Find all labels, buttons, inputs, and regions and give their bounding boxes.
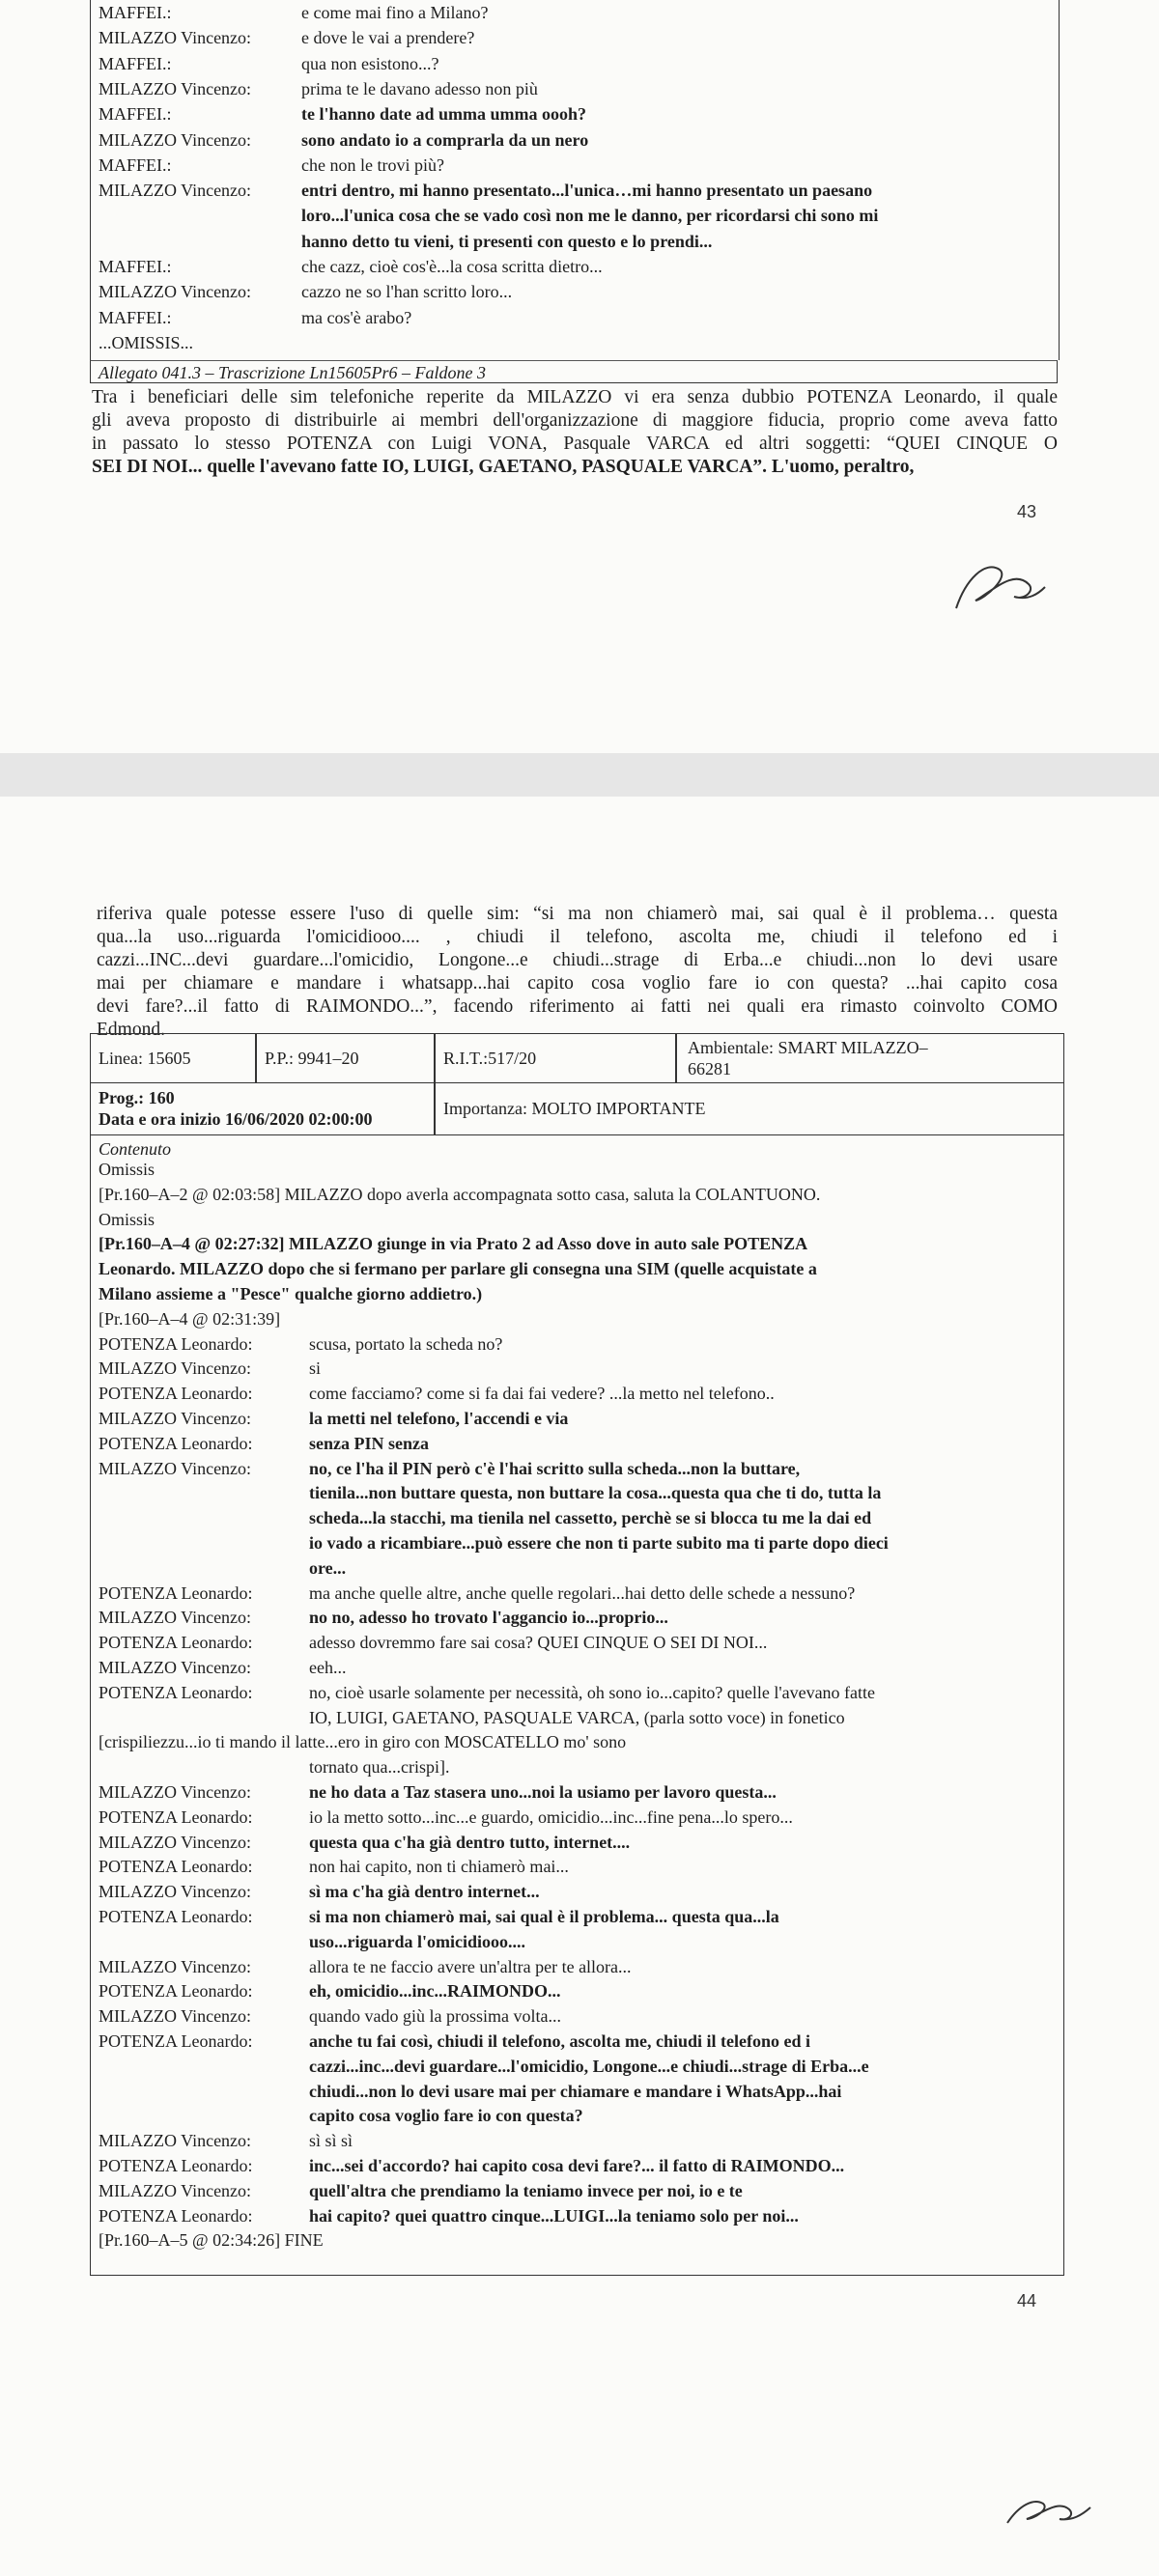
utterance-text: io la metto sotto...inc...e guardo, omicidio...inc...fine pena...lo spero...: [309, 1806, 793, 1827]
speaker-name: MILAZZO Vincenzo:: [99, 1409, 252, 1428]
utterance-text: Milano assieme a "Pesce" qualche giorno addietro.): [99, 1284, 483, 1303]
speaker-name: MILAZZO Vincenzo:: [99, 1358, 252, 1379]
utterance-text: [Pr.160–A–5 @ 02:34:26] FINE: [99, 2230, 324, 2251]
utterance-text: tienila...non buttare questa, non buttare la cosa...questa qua che ti do, tutta la: [309, 1483, 882, 1503]
utterance-text: senza PIN senza: [309, 1433, 429, 1453]
speaker-name: MILAZZO Vincenzo:: [99, 282, 252, 302]
utterance-text: ore...: [309, 1557, 347, 1578]
header-ambientale-id: 66281: [688, 1059, 731, 1078]
utterance-text: hai capito? quei quattro cinque...LUIGI...la teniamo solo per noi...: [309, 2205, 799, 2226]
speaker-name: MILAZZO Vincenzo:: [99, 1882, 252, 1902]
speaker-name: POTENZA Leonardo:: [99, 1384, 253, 1404]
utterance-text: allora te ne faccio avere un'altra per te allora...: [309, 1956, 632, 1976]
utterance-text: ne ho data a Taz stasera uno...noi la usiamo per lavoro questa...: [309, 1782, 777, 1802]
speaker-name: MAFFEI.:: [99, 104, 172, 125]
utterance-text: sì ma c'ha già dentro internet...: [309, 1882, 540, 1902]
utterance-text: Omissis: [99, 1209, 155, 1229]
header-prog: Prog.: 160: [99, 1088, 175, 1107]
speaker-name: MAFFEI.:: [99, 3, 172, 22]
utterance-text: adesso dovremmo fare sai cosa? QUEI CINQUE O SEI DI NOI...: [309, 1633, 768, 1653]
paragraph-line: in passato lo stesso POTENZA con Luigi VONA, Pasquale VARCA ed altri soggetti: “QUEI CINQUE O: [92, 434, 1058, 454]
speaker-name: MILAZZO Vincenzo:: [99, 181, 252, 201]
speaker-name: MILAZZO Vincenzo:: [99, 129, 252, 150]
utterance-text: ma cos'è arabo?: [301, 307, 412, 327]
speaker-name: POTENZA Leonardo:: [99, 1981, 253, 2002]
utterance-text: anche tu fai così, chiudi il telefono, ascolta me, chiudi il telefono ed i: [309, 2031, 810, 2051]
utterance-text: uso...riguarda l'omicidiooo....: [309, 1931, 526, 1951]
interception-record-table: [90, 1033, 1064, 2276]
utterance-text: si ma non chiamerò mai, sai qual è il problema... questa qua...la: [309, 1907, 779, 1926]
utterance-text: te l'hanno date ad umma umma oooh?: [301, 104, 587, 125]
document-page-44: [0, 797, 1159, 2576]
header-linea: Linea: 15605: [99, 1049, 191, 1068]
signature-initials: [947, 541, 1053, 628]
utterance-text: tornato qua...crispi].: [309, 1757, 450, 1778]
utterance-text: cazzo ne so l'han scritto loro...: [301, 282, 513, 302]
paragraph-line: riferiva quale potesse essere l'uso di quelle sim: “si ma non chiamerò mai, sai qual è il problema… questa: [97, 904, 1058, 924]
paragraph-line: SEI DI NOI... quelle l'avevano fatte IO, LUIGI, GAETANO, PASQUALE VARCA”. L'uomo, peraltro,: [92, 457, 915, 477]
speaker-name: MILAZZO Vincenzo:: [99, 1782, 252, 1802]
utterance-text: quell'altra che prendiamo la teniamo invece per noi, io e te: [309, 2180, 743, 2200]
utterance-text: io vado a ricambiare...può essere che non ti parte subito ma ti parte dopo dieci: [309, 1533, 889, 1553]
utterance-text: capito cosa voglio fare io con questa?: [309, 2106, 583, 2126]
speaker-name: POTENZA Leonardo:: [99, 1806, 253, 1827]
utterance-text: questa qua c'ha già dentro tutto, internet....: [309, 1832, 631, 1852]
paragraph-line: qua...la uso...riguarda l'omicidiooo.... , chiudi il telefono, ascolta me, chiudi il telefono ed i: [97, 927, 1058, 947]
utterance-text: come facciamo? come si fa dai fai vedere? ...la metto nel telefono..: [309, 1384, 775, 1404]
allegato-caption: Allegato 041.3 – Trascrizione Ln15605Pr6 – Faldone 3: [90, 360, 1058, 383]
utterance-text: quando vado giù la prossima volta...: [309, 2006, 561, 2027]
header-data-ora: Data e ora inizio 16/06/2020 02:00:00: [99, 1109, 373, 1129]
utterance-text: [Pr.160–A–4 @ 02:27:32] MILAZZO giunge in via Prato 2 ad Asso dove in auto sale POTENZA: [99, 1234, 808, 1254]
page-separator: [0, 753, 1159, 797]
paragraph-line: mai per chiamare e mandare i whatsapp...hai capito cosa voglio fare io con questa? ...hai capito cosa: [97, 973, 1058, 994]
header-importanza: Importanza: MOLTO IMPORTANTE: [443, 1099, 706, 1118]
utterance-text: la metti nel telefono, l'accendi e via: [309, 1409, 569, 1428]
speaker-name: MILAZZO Vincenzo:: [99, 78, 252, 98]
utterance-text: e dove le vai a prendere?: [301, 28, 475, 48]
utterance-text: no, ce l'ha il PIN però c'è l'hai scritto sulla scheda...non la buttare,: [309, 1458, 801, 1478]
speaker-name: MILAZZO Vincenzo:: [99, 28, 252, 48]
page-number: 43: [1017, 502, 1037, 521]
speaker-name: POTENZA Leonardo:: [99, 1333, 253, 1354]
utterance-text: sì sì sì: [309, 2131, 353, 2151]
utterance-text: prima te le davano adesso non più: [301, 78, 538, 98]
utterance-text: eeh...: [309, 1658, 347, 1677]
speaker-name: MILAZZO Vincenzo:: [99, 1458, 252, 1478]
speaker-name: MILAZZO Vincenzo:: [99, 1608, 252, 1628]
utterance-text: no no, adesso ho trovato l'aggancio io...proprio...: [309, 1608, 668, 1628]
speaker-name: POTENZA Leonardo:: [99, 1682, 253, 1702]
header-rit: R.I.T.:517/20: [443, 1049, 537, 1068]
utterance-text: Leonardo. MILAZZO dopo che si fermano per parlare gli consegna una SIM (quelle acquistate a: [99, 1259, 817, 1279]
signature-initials: [1000, 2477, 1096, 2534]
speaker-name: MILAZZO Vincenzo:: [99, 1832, 252, 1852]
utterance-text: cazzi...inc...devi guardare...l'omicidio, Longone...e chiudi...strage di Erba...e: [309, 2056, 869, 2076]
speaker-name: MILAZZO Vincenzo:: [99, 1658, 252, 1677]
speaker-name: MILAZZO Vincenzo:: [99, 2131, 252, 2151]
utterance-text: e come mai fino a Milano?: [301, 3, 489, 22]
utterance-text: non hai capito, non ti chiamerò mai...: [309, 1857, 569, 1877]
utterance-text: scheda...la stacchi, ma tienila nel cassetto, perchè se si blocca tu me la dai ed: [309, 1508, 872, 1528]
paragraph-line: devi fare?...il fatto di RAIMONDO...”, facendo riferimento ai fatti nei quali era rimasto coinvolto COMO: [97, 996, 1058, 1017]
utterance-text: scusa, portato la scheda no?: [309, 1333, 503, 1354]
utterance-text: ma anche quelle altre, anche quelle regolari...hai detto delle schede a nessuno?: [309, 1582, 856, 1603]
speaker-name: MAFFEI.:: [99, 154, 172, 175]
utterance-text: IO, LUIGI, GAETANO, PASQUALE VARCA, (parla sotto voce) in fonetico: [309, 1707, 845, 1727]
speaker-name: ...OMISSIS...: [99, 332, 194, 352]
utterance-text: che non le trovi più?: [301, 154, 444, 175]
utterance-text: loro...l'unica cosa che se vado così non me le danno, per ricordarsi chi sono mi: [301, 206, 879, 226]
contenuto-label: Contenuto: [99, 1139, 171, 1159]
speaker-name: POTENZA Leonardo:: [99, 2156, 253, 2175]
body-paragraph-page44: [97, 903, 1058, 1042]
utterance-text: [crispiliezzu...io ti mando il latte...ero in giro con MOSCATELLO mo' sono: [99, 1732, 627, 1752]
speaker-name: POTENZA Leonardo:: [99, 1633, 253, 1653]
utterance-text: no, cioè usarle solamente per necessità, oh sono io...capito? quelle l'avevano fatte: [309, 1682, 876, 1702]
speaker-name: MAFFEI.:: [99, 257, 172, 276]
paragraph-line: gli aveva proposto di distribuirle ai membri dell'organizzazione di maggiore fiducia, proprio come aveva fatto: [92, 410, 1058, 431]
speaker-name: POTENZA Leonardo:: [99, 2031, 253, 2051]
utterance-text: inc...sei d'accordo? hai capito cosa devi fare?... il fatto di RAIMONDO...: [309, 2156, 845, 2175]
header-pp: P.P.: 9941–20: [265, 1049, 359, 1068]
speaker-name: MILAZZO Vincenzo:: [99, 2180, 252, 2200]
utterance-text: chiudi...non lo devi usare mai per chiamare e mandare i WhatsApp...hai: [309, 2081, 842, 2101]
body-paragraph-page43: [92, 386, 1058, 479]
speaker-name: POTENZA Leonardo:: [99, 1433, 253, 1453]
speaker-name: MILAZZO Vincenzo:: [99, 1956, 252, 1976]
speaker-name: MAFFEI.:: [99, 307, 172, 327]
speaker-name: MILAZZO Vincenzo:: [99, 2006, 252, 2027]
utterance-text: [Pr.160–A–2 @ 02:03:58] MILAZZO dopo averla accompagnata sotto casa, saluta la COLANTUONO.: [99, 1184, 821, 1204]
paragraph-line: Edmond.: [97, 1020, 165, 1040]
speaker-name: POTENZA Leonardo:: [99, 2205, 253, 2226]
utterance-text: [Pr.160–A–4 @ 02:31:39]: [99, 1308, 281, 1329]
page-number: 44: [1017, 2291, 1037, 2310]
utterance-text: entri dentro, mi hanno presentato...l'unica…mi hanno presentato un paesano: [301, 181, 873, 201]
utterance-text: eh, omicidio...inc...RAIMONDO...: [309, 1981, 561, 2002]
speaker-name: POTENZA Leonardo:: [99, 1857, 253, 1877]
header-ambientale: Ambientale: SMART MILAZZO–: [688, 1038, 928, 1057]
utterance-text: sono andato io a comprarla da un nero: [301, 129, 589, 150]
utterance-text: Omissis: [99, 1160, 155, 1179]
paragraph-line: cazzi...INC...devi guardare...l'omicidio, Longone...e chiudi...strage di Erba...e chiudi...non lo devi usare: [97, 950, 1058, 970]
transcript-table-top: [90, 0, 1060, 360]
utterance-text: si: [309, 1358, 322, 1379]
utterance-text: che cazz, cioè cos'è...la cosa scritta dietro...: [301, 257, 603, 276]
utterance-text: hanno detto tu vieni, ti presenti con questo e lo prendi...: [301, 231, 713, 251]
speaker-name: MAFFEI.:: [99, 53, 172, 73]
document-page-43: [0, 0, 1159, 753]
utterance-text: qua non esistono...?: [301, 53, 439, 73]
speaker-name: POTENZA Leonardo:: [99, 1582, 253, 1603]
paragraph-line: Tra i beneficiari delle sim telefoniche reperite da MILAZZO vi era senza dubbio POTENZA Leonardo, il quale: [92, 387, 1058, 407]
speaker-name: POTENZA Leonardo:: [99, 1907, 253, 1926]
